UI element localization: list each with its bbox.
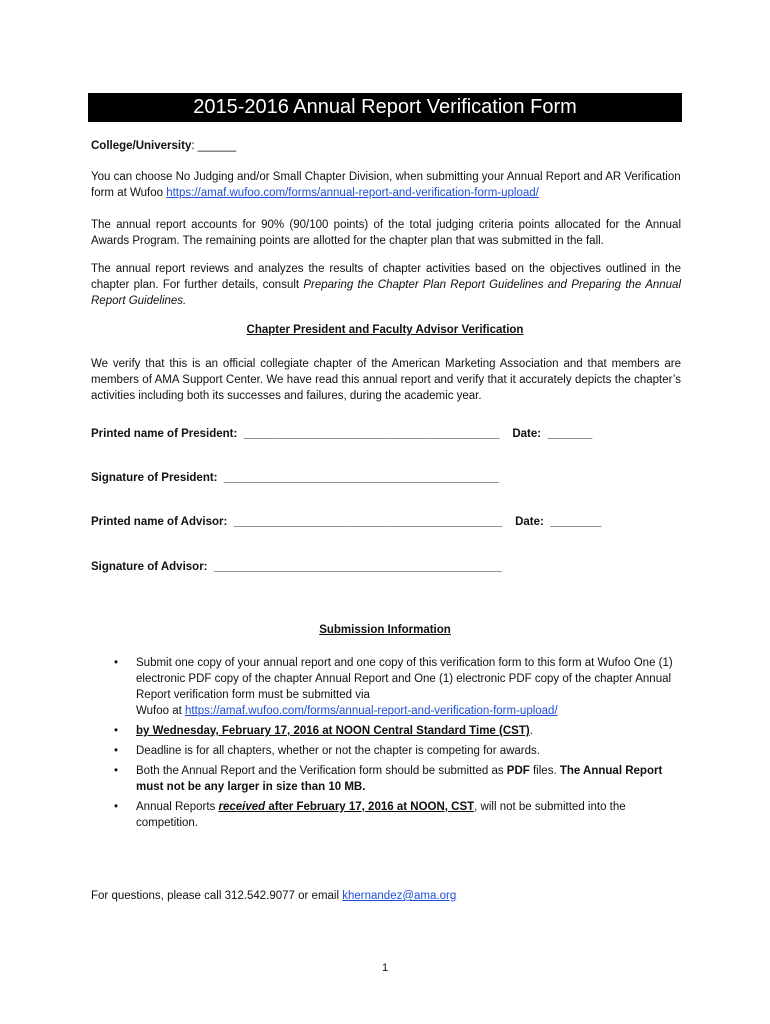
deadline-text: by Wednesday, February 17, 2016 at NOON Central Standard Time (CST): [136, 725, 530, 737]
intro-paragraph: [91, 169, 681, 201]
contact-text: For questions, please call 312.542.9077 or email: [91, 890, 343, 902]
bullet-icon: •: [114, 657, 119, 669]
page-number: 1: [381, 962, 389, 974]
verification-paragraph: We verify that this is an official collegiate chapter of the American Marketing Association and that members are members of AMA Support Center. We have read this annual report and verify that it accurately depicts the chapter’s activities including both its successes and failures, during the academic year.: [91, 358, 681, 402]
list-item: [91, 655, 681, 719]
president-signature-line[interactable]: Signature of President: ___________________________________________: [91, 472, 499, 484]
bullet-text: Wufoo at: [136, 705, 186, 717]
list-item: [91, 743, 681, 759]
judging-paragraph: The annual report accounts for 90% (90/100 points) of the total judging criteria points allocated for the Annual Awards Program. The remaining points are allotted for the chapter plan that was submitted in the fall.: [91, 219, 681, 247]
bullet-icon: •: [114, 725, 119, 737]
wufoo-upload-link[interactable]: https://amaf.wufoo.com/forms/annual-report-and-verification-form-upload/: [185, 705, 558, 717]
bullet-text: .: [529, 725, 533, 737]
size-limit-text: The Annual Report must not be any larger in size than 10 MB.: [136, 765, 663, 793]
submission-heading: Submission Information: [319, 624, 451, 636]
verification-heading: Chapter President and Faculty Advisor Verification: [246, 324, 524, 336]
form-title: 2015-2016 Annual Report Verification Form: [88, 93, 682, 122]
college-field: [91, 138, 681, 154]
bullet-icon: •: [114, 745, 119, 757]
submission-list: [91, 655, 681, 835]
bullet-text: , will not be submitted into the competition.: [136, 801, 626, 829]
analysis-paragraph: [91, 261, 681, 309]
bullet-text: Annual Reports: [136, 801, 219, 813]
guidelines-title: Preparing the Chapter Plan Report Guidelines and Preparing the Annual Report Guidelines.: [91, 279, 681, 307]
president-name-line[interactable]: Printed name of President: ________________________________________ Date: _______: [91, 428, 593, 440]
contact-line: [91, 888, 681, 904]
email-link[interactable]: khernandez@ama.org: [342, 890, 457, 902]
analysis-text: The annual report reviews and analyzes the results of chapter activities based on the objectives outlined in the chapter plan. For further details, consult: [91, 263, 681, 291]
bullet-icon: •: [114, 765, 119, 777]
advisor-name-line[interactable]: Printed name of Advisor: __________________________________________ Date: ________: [91, 516, 602, 528]
bullet-icon: •: [114, 801, 119, 813]
list-item: [91, 763, 681, 795]
bullet-text: Submit one copy of your annual report and one copy of this verification form to this form at Wufoo One (1) electronic PDF copy of the chapter Annual Report and One (1) electronic PDF copy of the chapter Annual Report verification form must be submitted via: [136, 657, 673, 701]
bullet-text: Both the Annual Report and the Verification form should be submitted as: [136, 765, 507, 777]
late-deadline-text: after February 17, 2016 at NOON, CST: [265, 801, 475, 813]
list-item: [91, 723, 681, 739]
college-blank: ______: [197, 140, 237, 152]
pdf-label: PDF: [506, 765, 530, 777]
intro-text: You can choose No Judging and/or Small Chapter Division, when submitting your Annual Report and AR Verification form at Wufoo: [91, 171, 681, 199]
college-sep: :: [191, 140, 198, 152]
wufoo-link[interactable]: https://amaf.wufoo.com/forms/annual-report-and-verification-form-upload/: [166, 187, 539, 199]
received-text: received: [218, 801, 266, 813]
list-item: [91, 799, 681, 831]
college-label: College/University: [91, 140, 192, 152]
advisor-signature-line[interactable]: Signature of Advisor: _____________________________________________: [91, 561, 502, 573]
bullet-text: files.: [529, 765, 560, 777]
bullet-text: Deadline is for all chapters, whether or not the chapter is competing for awards.: [136, 745, 540, 757]
